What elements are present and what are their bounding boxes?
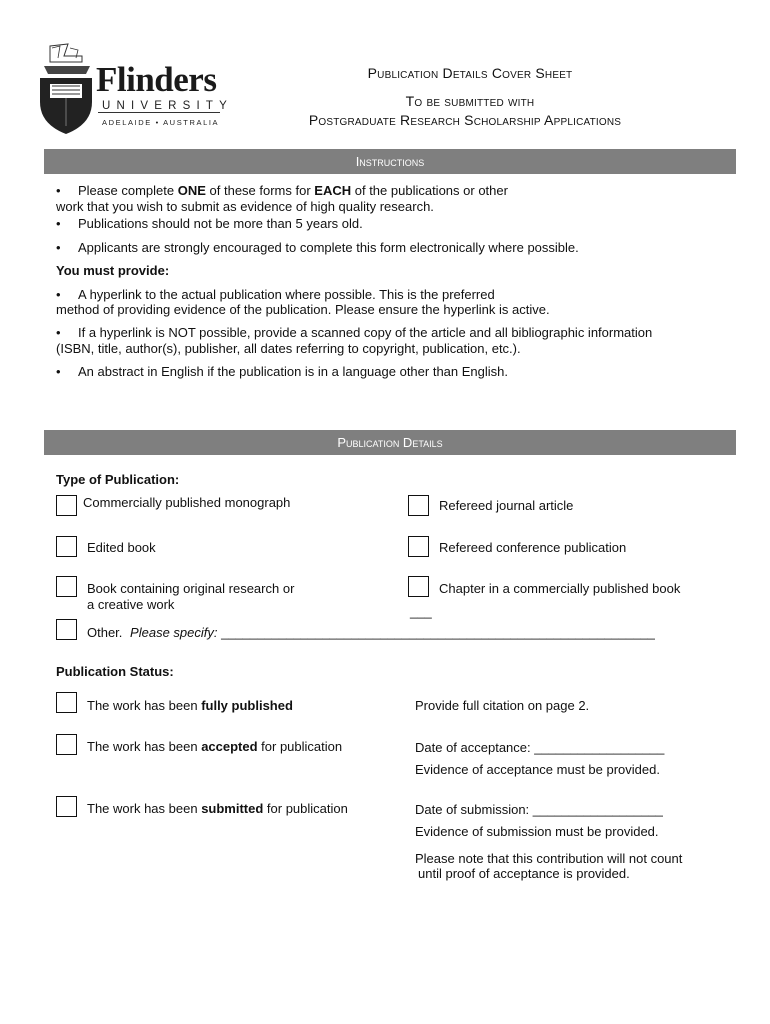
instruction-bullet-1 <box>78 183 508 198</box>
must-provide-heading: You must provide: <box>56 263 170 278</box>
checkbox-conference[interactable] <box>408 536 429 557</box>
provide-item-1: • A hyperlink to the actual publication where possible. This is the preferred <box>78 287 495 302</box>
option-chapter-label: Chapter in a commercially published book <box>439 581 681 596</box>
submission-evidence-note: Evidence of submission must be provided. <box>415 824 659 839</box>
b1-text: Please complete <box>78 183 178 198</box>
s2-post: for publication <box>257 739 343 754</box>
status-accepted-label <box>87 739 342 754</box>
other-specify-field[interactable]: ____________________________________________________________ <box>221 625 655 640</box>
s3-pre: The work has been <box>87 801 202 816</box>
title-line2: To be submitted with <box>405 93 535 109</box>
status-published-note: Provide full citation on page 2. <box>415 698 590 713</box>
instruction-bullet-1-cont: work that you wish to submit as evidence of high quality research. <box>56 199 434 214</box>
logo-divider <box>98 112 220 113</box>
option-conference-label: Refereed conference publication <box>439 540 627 555</box>
instructions-band: Instructions <box>44 149 736 174</box>
checkbox-chapter[interactable] <box>408 576 429 597</box>
checkbox-journal-article[interactable] <box>408 495 429 516</box>
logo-university: UNIVERSITY <box>102 100 234 112</box>
acceptance-date-field[interactable]: Date of acceptance: __________________ <box>415 740 665 755</box>
b1-each: EACH <box>314 183 352 198</box>
other-specify-label: Please specify: <box>130 625 218 640</box>
s3-post: for publication <box>263 801 348 816</box>
s1-pre: The work has been <box>87 698 202 713</box>
university-logo <box>36 40 234 135</box>
status-published-label <box>87 698 293 713</box>
title-line3: Postgraduate Research Scholarship Applications <box>308 112 622 128</box>
b1-mid: of these forms for <box>205 183 315 198</box>
acceptance-note-line2: until proof of acceptance is provided. <box>418 866 630 881</box>
chapter-rule: ___ <box>410 604 432 619</box>
acceptance-note-line1: Please note that this contribution will not count <box>415 851 683 866</box>
instruction-bullet-2: • Publications should not be more than 5 years old. <box>78 216 363 231</box>
instruction-bullet-3: • Applicants are strongly encouraged to complete this form electronically where possible. <box>78 240 579 255</box>
logo-location: ADELAIDE • AUSTRALIA <box>102 118 220 127</box>
provide-item-1-cont: method of providing evidence of the publication. Please ensure the hyperlink is active. <box>56 302 550 317</box>
university-crest-icon <box>36 40 96 135</box>
submission-date-field[interactable]: Date of submission: __________________ <box>415 802 663 817</box>
checkbox-edited-book[interactable] <box>56 536 77 557</box>
title-line1: Publication Details Cover Sheet <box>367 65 573 81</box>
logo-wordmark: Flinders <box>96 60 217 99</box>
type-of-publication-label: Type of Publication: <box>56 472 180 487</box>
s2-pre: The work has been <box>87 739 202 754</box>
status-submitted-label <box>87 801 348 816</box>
acceptance-evidence-note: Evidence of acceptance must be provided. <box>415 762 660 777</box>
s1-bold: fully published <box>201 698 293 713</box>
checkbox-monograph[interactable] <box>56 495 77 516</box>
option-journal-label: Refereed journal article <box>439 498 574 513</box>
provide-item-3: • An abstract in English if the publication is in a language other than English. <box>78 364 508 379</box>
option-edited-label: Edited book <box>87 540 156 555</box>
other-label: Other. <box>87 625 123 640</box>
s3-bold: submitted <box>201 801 264 816</box>
s2-bold: accepted <box>201 739 258 754</box>
publication-details-band: Publication Details <box>44 430 736 455</box>
checkbox-other[interactable] <box>56 619 77 640</box>
b1-one: ONE <box>177 183 206 198</box>
checkbox-fully-published[interactable] <box>56 692 77 713</box>
option-book-label-cont: a creative work <box>87 597 175 612</box>
option-monograph-label: Commercially published monograph <box>83 495 291 510</box>
publication-status-label: Publication Status: <box>56 664 174 679</box>
b1-post: of the publications or other <box>351 183 508 198</box>
checkbox-accepted[interactable] <box>56 734 77 755</box>
other-row <box>87 625 655 640</box>
option-book-label: Book containing original research or <box>87 581 295 596</box>
checkbox-submitted[interactable] <box>56 796 77 817</box>
provide-item-2-cont: (ISBN, title, author(s), publisher, all dates referring to copyright, publication, etc.). <box>56 341 521 356</box>
provide-item-2: • If a hyperlink is NOT possible, provide a scanned copy of the article and all bibliographic information <box>78 325 652 340</box>
checkbox-original-research-book[interactable] <box>56 576 77 597</box>
